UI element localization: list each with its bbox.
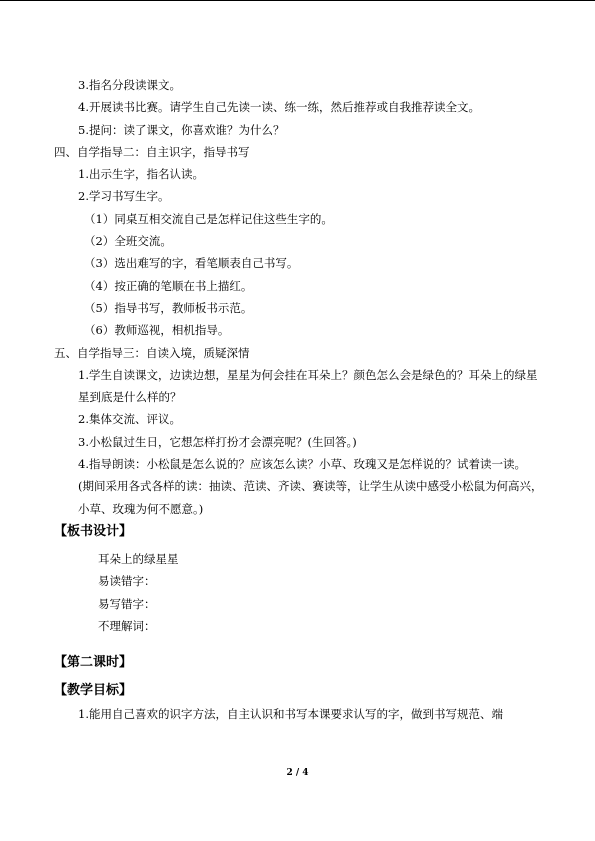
board-line: 易写错字： [98,596,156,611]
text-line: 1.能用自己喜欢的识字方法，自主认识和书写本课要求认写的字，做到书写规范、端 [78,707,503,722]
board-title: 耳朵上的绿星星 [98,551,179,566]
text-line: 2.集体交流、评议。 [78,412,181,427]
text-line: 3.小松鼠过生日，它想怎样打扮才会漂亮呢？(生回答。) [78,434,357,449]
section-heading-4: 四、自学指导二：自主识字，指导书写 [54,144,250,159]
goals-heading: 【教学目标】 [54,683,133,699]
text-line: （2）全班交流。 [84,234,172,249]
page-number: 2 / 4 [286,768,309,778]
text-paragraph: (期间采用各式各样的读：抽读、范读、齐读、赛读等，让学生从读中感受小松鼠为何高兴，小草、玫瑰为何不愿意。) [78,479,543,516]
text-line: （1）同桌互相交流自己是怎样记住这些生字的。 [84,211,333,226]
lesson-heading: 【第二课时】 [54,655,133,671]
header-rule [0,0,595,1]
section-heading-5: 五、自学指导三：自读入境，质疑深情 [54,345,250,360]
text-line: 5.提问：读了课文，你喜欢谁？为什么？ [78,122,285,137]
text-line: 1.出示生字，指名认读。 [78,167,204,182]
board-line: 易读错字： [98,574,156,589]
text-line: （6）教师巡视，相机指导。 [84,323,230,338]
text-line: （4）按正确的笔顺在书上描红。 [84,278,253,293]
document-body [54,74,544,725]
text-paragraph: 4.指导朗读：小松鼠是怎么说的？应该怎么读？小草、玫瑰又是怎样说的？试着读一读。 [78,457,526,472]
board-design-heading: 【板书设计】 [54,523,133,539]
board-line: 不理解词： [98,618,156,633]
text-line: （5）指导书写，教师板书示范。 [84,300,253,315]
text-line: 3.指名分段读课文。 [78,78,181,92]
text-line: 2.学习书写生字。 [78,189,170,204]
text-paragraph: 1.学生自读课文，边读边想，星星为何会挂在耳朵上？颜色怎么会是绿色的？耳朵上的绿星星到底是什么样的？ [78,367,538,405]
text-line: （3）选出难写的字，看笔顺表自己书写。 [84,256,299,271]
text-line: 4.开展读书比赛。请学生自己先读一读、练一练，然后推荐或自我推荐读全文。 [78,100,480,115]
